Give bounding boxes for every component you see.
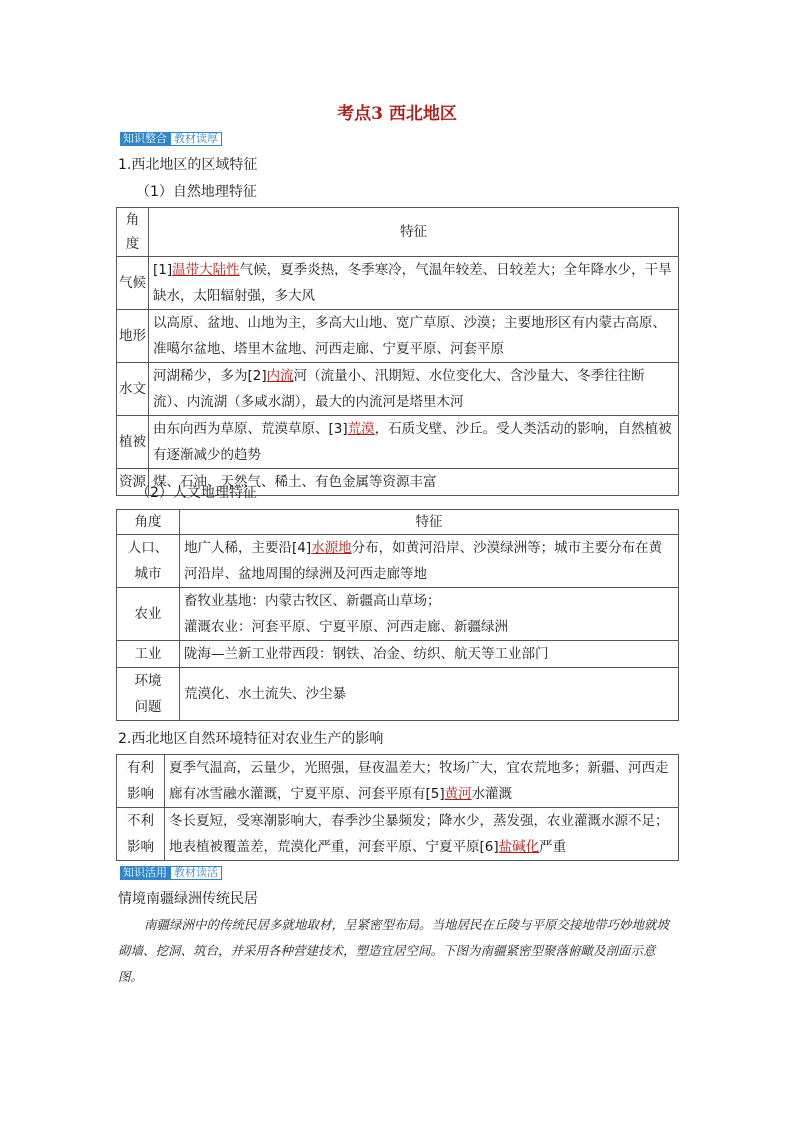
row-content: 以高原、盆地、山地为主，多高大山地、宽广草原、沙漠；主要地形区有内蒙古高原、准噶尔盆地、塔里木盆地、河西走廊、宁夏平原、河套平原 (149, 310, 679, 363)
context-paragraph: 南疆绿洲中的传统民居多就地取材，呈紧密型布局。当地居民在丘陵与平原交接地带巧妙地就坡砌墙、挖洞、筑台，并采用各种营建技术，塑造宜居空间。下图为南疆紧密型聚落俯瞰及剖面示意图。 (118, 917, 670, 984)
section-heading-2: 2.西北地区自然环境特征对农业生产的影响 (118, 731, 384, 747)
row-content: 夏季气温高，云量少，光照强，昼夜温差大；牧场广大，宜农荒地多；新疆、河西走廊有冰雪融水灌溉，宁夏平原、河套平原有[5]黄河水灌溉 (165, 755, 679, 808)
table-row (117, 310, 679, 363)
table-row (117, 588, 679, 641)
tag-label-secondary: 教材读厚 (170, 132, 222, 146)
table-row (117, 363, 679, 416)
table-row (117, 535, 679, 588)
answer-text: 水源地 (311, 540, 352, 556)
row-content: 冬长夏短，受寒潮影响大，春季沙尘暴频发；降水少，蒸发强，农业灌溉水源不足；地表植被覆盖差，荒漠化严重，河套平原、宁夏平原[6]盐碱化严重 (165, 808, 679, 861)
table-row (117, 416, 679, 469)
row-label: 资源 (117, 469, 149, 496)
human-features-table (116, 509, 679, 721)
agriculture-impact-table (116, 754, 679, 861)
context-title: 情境南疆绿洲传统民居 (118, 891, 258, 907)
row-content: 由东向西为草原、荒漠草原、[3]荒漠，石质戈壁、沙丘。受人类活动的影响，自然植被有逐渐减少的趋势 (149, 416, 679, 469)
row-label: 农业 (117, 588, 180, 641)
table-row (117, 257, 679, 310)
answer-text: 黄河 (444, 786, 472, 802)
subsection-heading-human: （2）人文地理特征 (136, 485, 257, 501)
tag-label-primary: 知识整合 (120, 132, 170, 146)
section-heading-1: 1.西北地区的区域特征 (118, 157, 258, 173)
row-content: 河湖稀少，多为[2]内流河（流量小、汛期短、水位变化大、含沙量大、冬季往往断流）、内流湖（多咸水湖），最大的内流河是塔里木河 (149, 363, 679, 416)
tag-label-secondary: 教材读活 (170, 866, 222, 880)
row-content: 煤、石油、天然气、稀土、有色金属等资源丰富 (149, 469, 679, 496)
header-cell: 角度 (117, 208, 149, 257)
answer-text: 温带大陆性 (172, 262, 240, 278)
row-content: 地广人稀，主要沿[4]水源地分布，如黄河沿岸、沙漠绿洲等；城市主要分布在黄河沿岸、盆地周围的绿洲及河西走廊等地 (180, 535, 679, 588)
section-tag-knowledge (120, 132, 222, 146)
row-label: 气候 (117, 257, 149, 310)
table-header-row (117, 510, 679, 535)
subsection-heading-natural: （1）自然地理特征 (136, 184, 257, 200)
row-label: 环境 问题 (117, 668, 180, 721)
row-label: 工业 (117, 641, 180, 668)
header-cell: 角度 (117, 510, 180, 535)
section-tag-application (120, 866, 222, 880)
tag-label-primary: 知识活用 (120, 866, 170, 880)
row-content: [1]温带大陆性气候，夏季炎热，冬季寒冷，气温年较差、日较差大；全年降水少，干旱缺水，太阳辐射强，多大风 (149, 257, 679, 310)
table-row (117, 668, 679, 721)
row-content: 陇海—兰新工业带西段：钢铁、冶金、纺织、航天等工业部门 (180, 641, 679, 668)
row-label: 人口、 城市 (117, 535, 180, 588)
table-row (117, 755, 679, 808)
row-label: 植被 (117, 416, 149, 469)
table-row (117, 808, 679, 861)
row-label: 地形 (117, 310, 149, 363)
row-label: 有利 影响 (117, 755, 165, 808)
header-cell: 特征 (149, 208, 679, 257)
natural-features-table (116, 207, 679, 496)
answer-text: 荒漠 (347, 421, 375, 437)
row-label: 水文 (117, 363, 149, 416)
table-row (117, 641, 679, 668)
row-label: 不利 影响 (117, 808, 165, 861)
page-title: 考点3 西北地区 (337, 104, 457, 124)
answer-text: 盐碱化 (498, 839, 540, 855)
header-cell: 特征 (180, 510, 679, 535)
answer-text: 内流 (266, 368, 294, 384)
row-content: 荒漠化、水土流失、沙尘暴 (180, 668, 679, 721)
table-header-row (117, 208, 679, 257)
row-content: 畜牧业基地：内蒙古牧区、新疆高山草场； 灌溉农业：河套平原、宁夏平原、河西走廊、新疆绿洲 (180, 588, 679, 641)
